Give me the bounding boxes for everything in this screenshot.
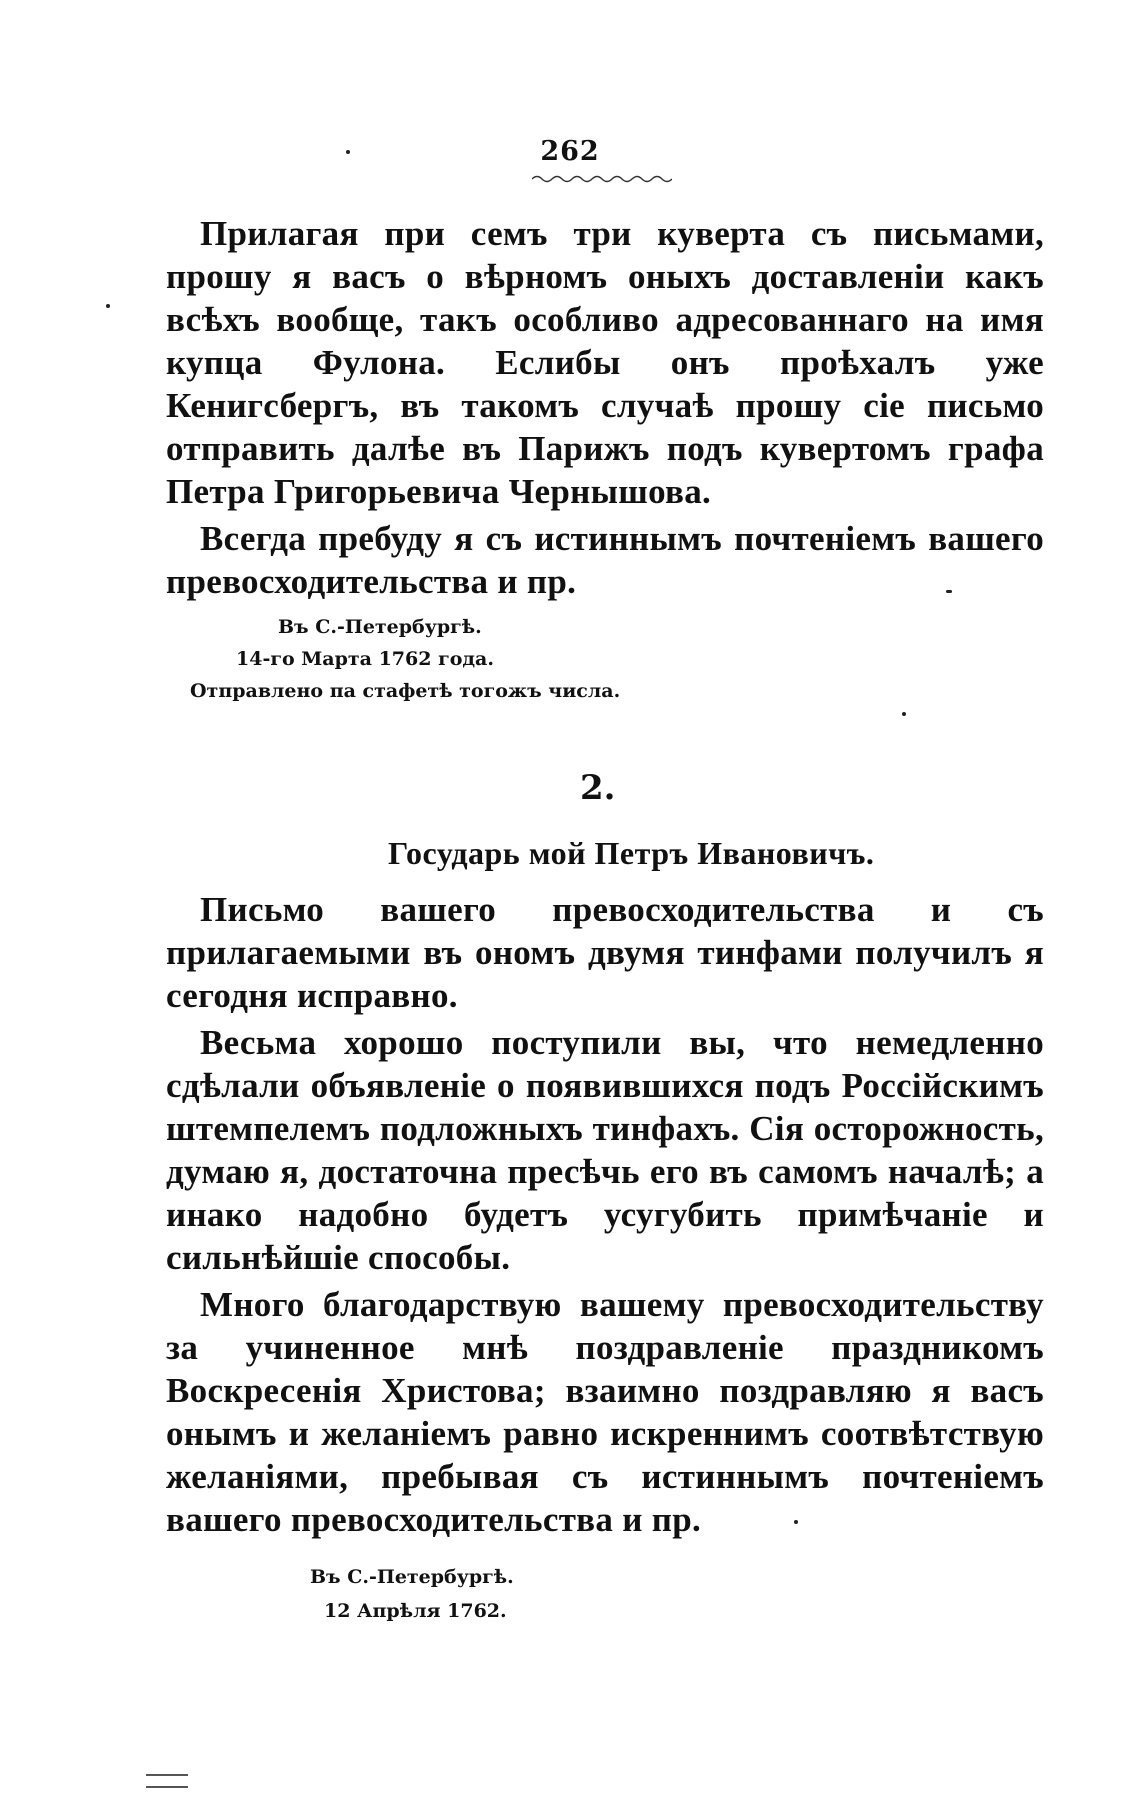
page-number: 262 bbox=[540, 136, 600, 167]
letter-2-paragraph: Письмо вашего превосходительства и съ прилагаемыми въ ономъ двумя тинфами получилъ я сегодня исправно. bbox=[166, 890, 1044, 1015]
bottom-rule bbox=[146, 1774, 188, 1776]
letter-2-salutation: Государь мой Петръ Ивановичъ. bbox=[388, 835, 875, 871]
letter-2-signature-date: 12 Апрѣля 1762. bbox=[324, 1600, 507, 1622]
bottom-rule bbox=[146, 1786, 188, 1788]
letter-1-signature-place: Въ С.-Петербургѣ. bbox=[278, 616, 482, 638]
scan-speck bbox=[106, 304, 110, 308]
letter-1-dispatch-note: Отправлено па стафетѣ тогожъ числа. bbox=[190, 680, 621, 702]
letter-2-number: 2. bbox=[580, 768, 616, 808]
letter-2-body bbox=[166, 888, 1044, 1541]
scan-speck bbox=[946, 590, 952, 593]
letter-1-signature-date: 14-го Марта 1762 года. bbox=[236, 648, 494, 670]
letter-1-closing: Всегда пребуду я съ истиннымъ почтеніемъ вашего превосходительства и пр. bbox=[166, 519, 1044, 601]
scan-speck bbox=[902, 712, 906, 716]
letter-1-paragraph: Прилагая при семъ три куверта съ письмами, прошу я васъ о вѣрномъ оныхъ доставленіи какъ всѣхъ вообще, такъ особливо адресованнаго на имя купца Фулона. Еслибы онъ проѣхалъ уже Кенигсбергъ, въ такомъ случаѣ прошу сіе письмо отправить далѣе въ Парижъ подъ кувертомъ графа Петра Григорьевича Чернышова. bbox=[166, 214, 1044, 511]
scan-speck bbox=[794, 1520, 798, 1524]
letter-1-body bbox=[166, 212, 1044, 603]
letter-2-signature-place: Въ С.-Петербургѣ. bbox=[310, 1566, 514, 1588]
wavy-rule-ornament bbox=[532, 174, 672, 184]
scan-speck bbox=[346, 150, 350, 154]
letter-2-paragraph: Весьма хорошо поступили вы, что немедленно сдѣлали объявленіе о появившихся подъ Россійскимъ штемпелемъ подложныхъ тинфахъ. Сія осторожность, думаю я, достаточна пресѣчь его въ самомъ началѣ; а инако надобно будетъ усугубить примѣчаніе и сильнѣйшіе способы. bbox=[166, 1023, 1044, 1277]
letter-2-paragraph: Много благодарствую вашему превосходительству за учиненное мнѣ поздравленіе праздникомъ Воскресенія Христова; взаимно поздравляю я васъ онымъ и желаніемъ равно искреннимъ соотвѣтствую желаніями, пребывая съ истиннымъ почтеніемъ вашего превосходительства и пр. bbox=[166, 1285, 1044, 1539]
